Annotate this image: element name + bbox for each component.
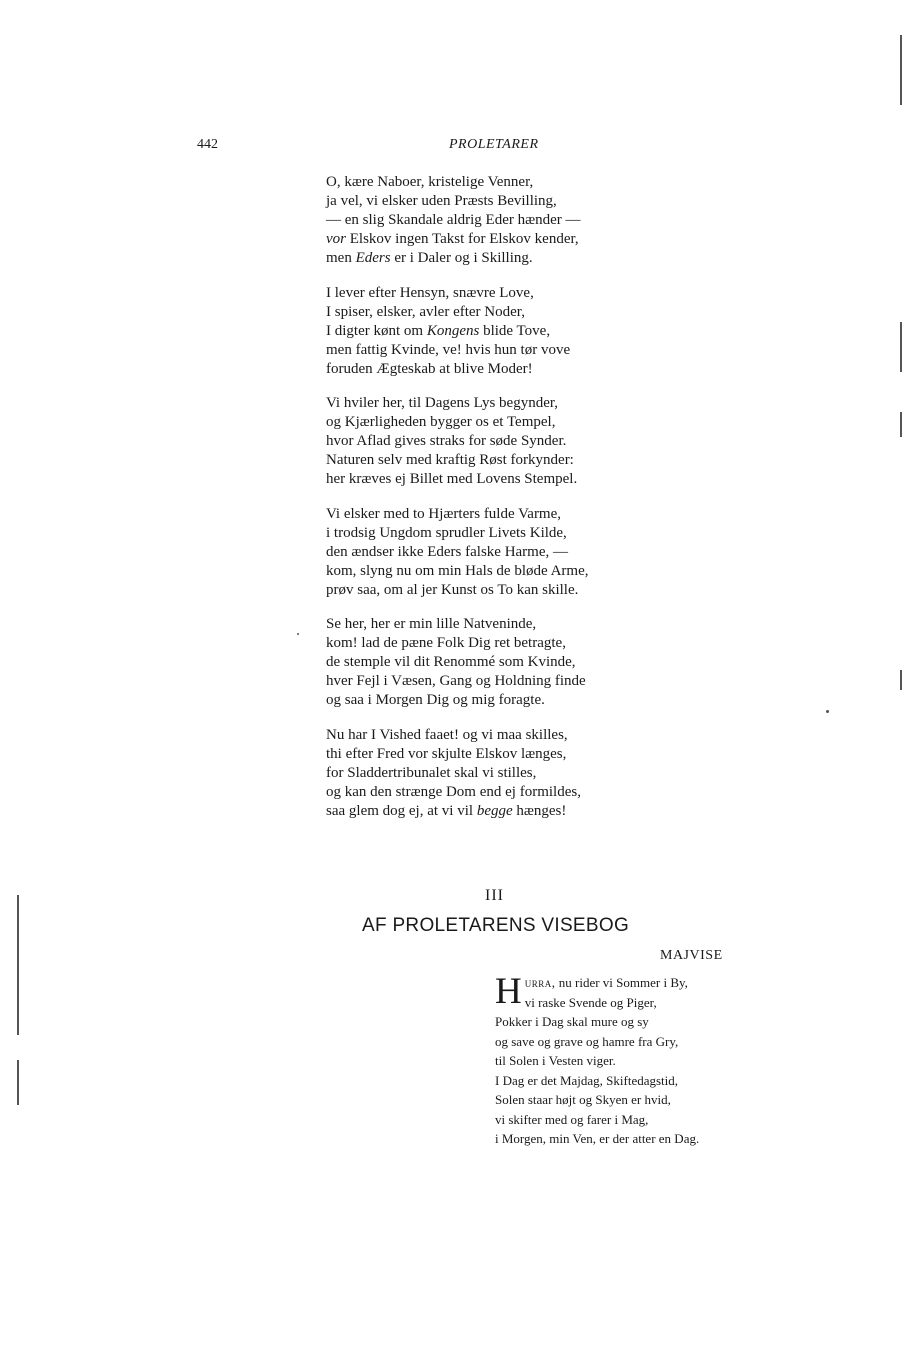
poem-line [326, 745, 746, 764]
song-line: i Morgen, min Ven, er der atter en Dag. [495, 1131, 700, 1146]
scan-dot [826, 710, 829, 713]
song-line: Solen staar højt og Skyen er hvid, [495, 1092, 671, 1107]
scan-mark [900, 35, 902, 105]
italic-word: begge [476, 802, 513, 819]
first-word: urra, [524, 975, 556, 990]
poem-line [326, 802, 746, 821]
section-title: AF PROLETARENS VISEBOG [362, 915, 630, 936]
line-text: I digter kønt om [326, 322, 427, 339]
poem-line [326, 322, 746, 341]
poem-line [326, 524, 746, 543]
line-text: og Kjærligheden bygger os et Tempel, [326, 414, 556, 430]
song-line: og save og grave og hamre fra Gry, [495, 1033, 679, 1049]
stanza [326, 615, 746, 710]
section-numeral: III [485, 887, 504, 904]
line-text: kom, slyng nu om min Hals de bløde Arme, [326, 562, 589, 579]
poem-line [326, 672, 746, 691]
poem-line [326, 341, 746, 360]
song-line: til Solen i Vesten viger. [495, 1053, 616, 1068]
poem-line [326, 413, 746, 432]
poem-line [326, 783, 746, 802]
scan-mark [17, 1060, 19, 1105]
scan-mark [900, 412, 902, 437]
page-number: 442 [197, 137, 218, 152]
poem-line [326, 230, 746, 249]
line-text: for Sladdertribunalet skal vi stilles, [326, 764, 537, 781]
scan-mark [900, 670, 902, 690]
line-text: prøv saa, om al jer Kunst os To kan skille. [326, 581, 579, 598]
stanza [326, 505, 746, 600]
line-text: de stemple vil dit Renommé som Kvinde, [326, 654, 576, 670]
line-text: blide Tove, [479, 322, 551, 339]
line-text: den ændser ikke Eders falske Harme, — [326, 543, 569, 560]
poem-line [326, 581, 746, 600]
song-title: MAJVISE [660, 948, 723, 963]
line-text: O, kære Naboer, kristelige Venner, [326, 174, 534, 190]
song-line: vi raske Svende og Piger, [524, 994, 657, 1010]
line-text: hænges! [512, 802, 567, 819]
line-text: thi efter Fred vor skjulte Elskov længes, [326, 745, 567, 762]
line-text: her kræves ej Billet med Lovens Stempel. [326, 471, 578, 487]
line-text: hvor Aflad gives straks for søde Synder. [326, 433, 567, 449]
scan-dot [297, 633, 299, 635]
first-line-rest: nu rider vi Sommer i By, [555, 975, 688, 990]
song-first-lines [495, 973, 795, 1012]
poem-line [326, 451, 746, 470]
line-text: Naturen selv med kraftig Røst forkynder: [326, 452, 574, 468]
song-line: vi skifter med og farer i Mag, [495, 1111, 649, 1127]
stanza [326, 726, 746, 821]
scan-mark [900, 322, 902, 372]
poem-line [326, 470, 746, 489]
line-text: men fattig Kvinde, ve! hvis hun tør vove [326, 341, 571, 358]
line-text: I lever efter Hensyn, snævre Love, [326, 284, 534, 301]
poem-line [326, 691, 746, 710]
line-text: er i Daler og i Skilling. [390, 250, 533, 266]
line-text: — en slig Skandale aldrig Eder hænder — [326, 212, 581, 228]
line-text: Elskov ingen Takst for Elskov kender, [346, 231, 579, 247]
poem-line [326, 562, 746, 581]
italic-word: Kongens [426, 322, 480, 339]
poem-line [326, 726, 746, 745]
poem-line [326, 173, 746, 192]
song [495, 973, 795, 1149]
line-text: ja vel, vi elsker uden Præsts Bevilling, [326, 193, 557, 209]
line-text: Se her, her er min lille Natveninde, [326, 616, 537, 632]
line-text: og saa i Morgen Dig og mig foragte. [326, 692, 545, 708]
scan-mark [17, 895, 19, 1035]
italic-word: vor [326, 231, 346, 247]
poem-line [326, 360, 746, 379]
line-text: Nu har I Vished faaet! og vi maa skilles, [326, 726, 568, 743]
poem-line [326, 634, 746, 653]
poem-line [326, 432, 746, 451]
stanza [326, 284, 746, 379]
poem-line [326, 394, 746, 413]
line-text: og kan den strænge Dom end ej formildes, [326, 783, 581, 800]
poem-line [326, 764, 746, 783]
line-text: kom! lad de pæne Folk Dig ret betragte, [326, 635, 566, 651]
song-line: Pokker i Dag skal mure og sy [495, 1014, 649, 1029]
poem-line [326, 543, 746, 562]
line-text: hver Fejl i Væsen, Gang og Holdning finde [326, 673, 586, 689]
line-text: foruden Ægteskab at blive Moder! [326, 360, 533, 377]
song-line [495, 973, 795, 993]
poem-line [326, 284, 746, 303]
stanza [326, 394, 746, 489]
poem-line [326, 249, 746, 268]
running-title: PROLETARER [449, 137, 539, 152]
poem-line [326, 192, 746, 211]
poem-line [326, 211, 746, 230]
line-text: Vi elsker med to Hjærters fulde Varme, [326, 505, 562, 522]
italic-word: Eders [355, 250, 391, 266]
line-text: I spiser, elsker, avler efter Noder, [326, 303, 525, 320]
poem-line [326, 303, 746, 322]
drop-cap: H [495, 971, 522, 1012]
poem-line [326, 615, 746, 634]
line-text: Vi hviler her, til Dagens Lys begynder, [326, 395, 559, 411]
song-line: I Dag er det Majdag, Skiftedagstid, [495, 1072, 679, 1088]
line-text: saa glem dog ej, at vi vil [326, 802, 477, 819]
poem-line [326, 653, 746, 672]
line-text: i trodsig Ungdom sprudler Livets Kilde, [326, 524, 567, 541]
poem [326, 173, 746, 836]
line-text: men [326, 250, 356, 266]
stanza [326, 173, 746, 268]
poem-line [326, 505, 746, 524]
